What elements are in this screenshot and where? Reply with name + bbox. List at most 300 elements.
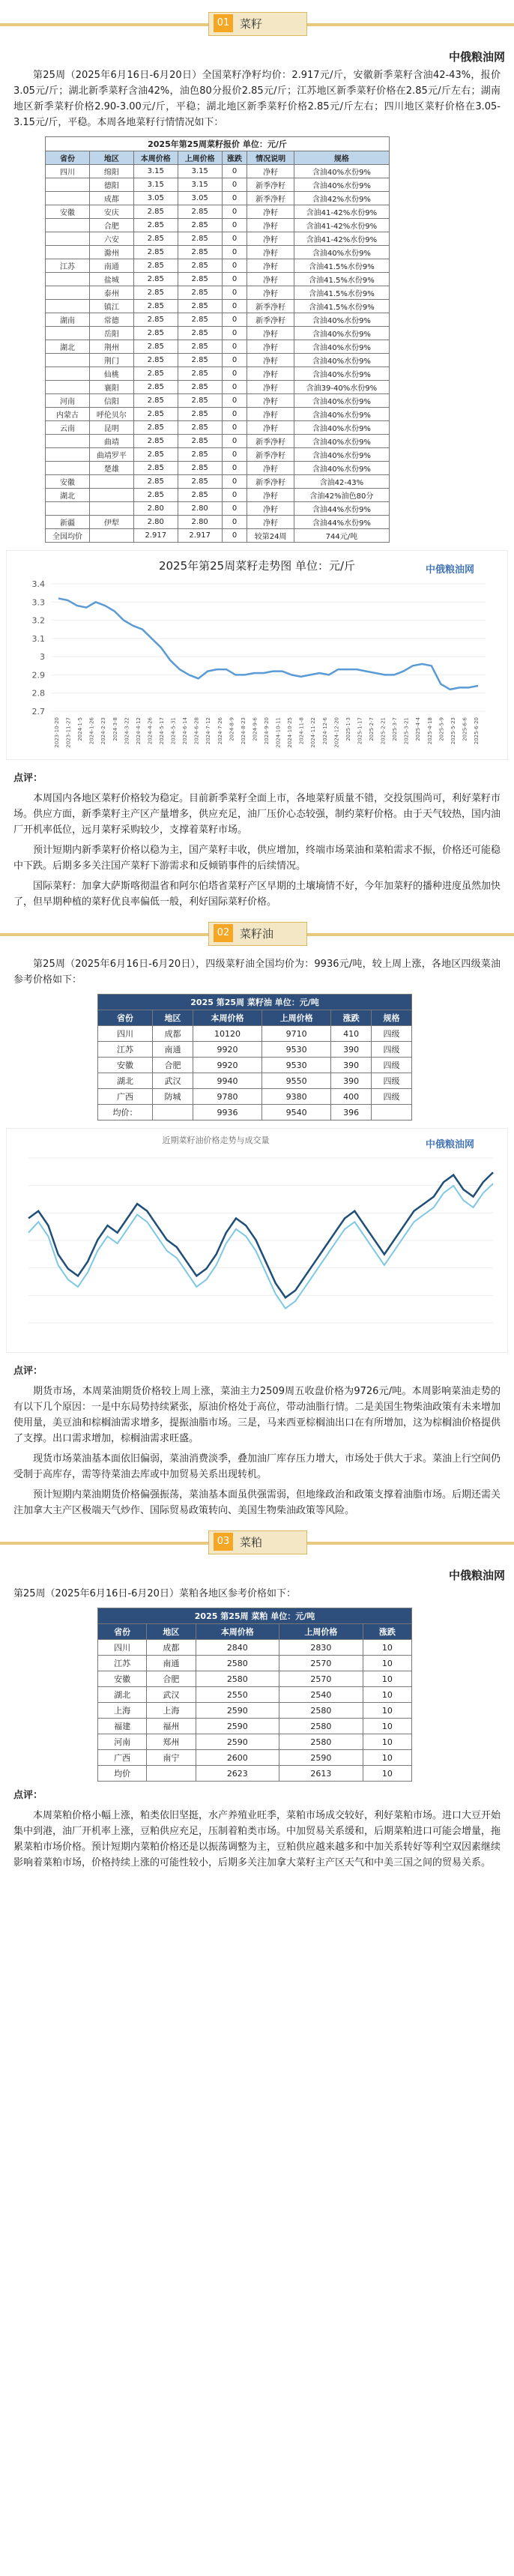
- table-row: [46, 475, 390, 489]
- table-cell: [46, 462, 90, 475]
- table-cell: 泰州: [89, 286, 133, 300]
- table-row: [46, 192, 390, 205]
- comment-paragraph: 本周国内各地区菜籽价格较为稳定。目前新季菜籽全面上市，各地菜籽质量不错，交投氛围尚可，利好菜籽市场。供应方面，新季菜籽主产区产量增多，供应充足，油厂压价心态较强，制约菜籽价格。由于天气较热，国内油厂开机率低位，远月菜籽采购较少，支撑着菜籽市场。: [13, 793, 501, 836]
- table-row: [46, 516, 390, 529]
- table-cell: 2.85: [133, 273, 178, 286]
- table-cell: 2.85: [133, 475, 178, 489]
- table-cell: 新季净籽: [247, 178, 294, 192]
- table-cell: 郑州: [147, 1734, 196, 1750]
- table-row: [98, 1719, 412, 1734]
- rapeseed-intro: [0, 67, 514, 130]
- table-row: [46, 340, 390, 354]
- x-tick-label: 2025-4-18: [426, 717, 433, 745]
- x-tick-label: 2025-2-21: [380, 717, 387, 745]
- section-title: 菜籽油: [240, 927, 274, 941]
- table-cell: 绵阳: [89, 165, 133, 178]
- y-tick-label: 2.8: [31, 688, 45, 699]
- table-cell: 2830: [279, 1640, 363, 1656]
- x-tick-label: 2024-10-11: [275, 717, 282, 748]
- table-cell: 武汉: [153, 1073, 193, 1089]
- table-cell: 河南: [46, 394, 90, 408]
- table-cell: 2590: [196, 1703, 279, 1719]
- table-cell: 含油41.5%水份9%: [294, 300, 389, 313]
- table-cell: 2.85: [178, 489, 222, 502]
- table-cell: 2.85: [133, 394, 178, 408]
- table-row: [46, 273, 390, 286]
- table-cell: 河南: [98, 1734, 147, 1750]
- table-row: [46, 327, 390, 340]
- table-cell: 2.85: [178, 367, 222, 381]
- table-cell: 净籽: [247, 273, 294, 286]
- table-cell: 含油41.5%水份9%: [294, 273, 389, 286]
- table-cell: 0: [222, 259, 247, 273]
- table-cell: 2.85: [133, 367, 178, 381]
- table-cell: 2570: [279, 1671, 363, 1687]
- table-cell: 盐城: [89, 273, 133, 286]
- section-title: 菜籽: [240, 17, 263, 31]
- table-cell: 新季净籽: [247, 192, 294, 205]
- table-cell: 净籽: [247, 421, 294, 435]
- table-cell: 2.85: [133, 300, 178, 313]
- table-cell: 安庆: [89, 205, 133, 219]
- rapeseed-chart: [6, 550, 508, 763]
- table-caption: 2025 第25周 菜籽油 单位：元/吨: [98, 995, 412, 1010]
- table-row: [46, 246, 390, 259]
- comment-paragraph: 预计短期内新季菜籽价格以稳为主，国产菜籽丰收，供应增加，终端市场菜油和菜粕需求不振，价格还可能稳中下跌。后期多多关注国产菜籽下游需求和反倾销事件的后续情况。: [13, 845, 501, 872]
- column-header: 本周价格: [133, 151, 178, 165]
- table-row: [46, 367, 390, 381]
- rapeoil-table-wrap: [0, 994, 514, 1120]
- table-row: [98, 1703, 412, 1719]
- table-row: [98, 1734, 412, 1750]
- x-tick-label: 2024-2-23: [100, 717, 107, 745]
- table-row: [46, 529, 390, 543]
- table-cell: 净籽: [247, 408, 294, 421]
- table-cell: 2.85: [133, 408, 178, 421]
- table-cell: 0: [222, 408, 247, 421]
- intro-text: 第25周（2025年6月16日-6月20日）菜粕各地区参考价格如下：: [13, 1588, 296, 1599]
- table-cell: 2580: [279, 1734, 363, 1750]
- table-row: [46, 354, 390, 367]
- table-cell: 福建: [98, 1719, 147, 1734]
- table-cell: [46, 273, 90, 286]
- table-cell: [46, 448, 90, 462]
- table-cell: 含油40%水份9%: [294, 354, 389, 367]
- table-cell: 新季净籽: [247, 448, 294, 462]
- table-caption: 2025年第25周菜籽报价 单位：元/斤: [46, 137, 390, 151]
- table-cell: 江苏: [98, 1656, 147, 1671]
- watermark-logo: 中俄粮油网: [426, 564, 475, 576]
- table-cell: 含油40%水份9%: [294, 435, 389, 448]
- table-cell: 2.80: [133, 516, 178, 529]
- table-row: [98, 1687, 412, 1703]
- table-cell: 含油41.5%水份9%: [294, 259, 389, 273]
- table-cell: 400: [331, 1089, 372, 1105]
- table-row: [46, 381, 390, 394]
- table-cell: 含油40%水份9%: [294, 327, 389, 340]
- table-cell: 净籽: [247, 246, 294, 259]
- table-row: [46, 205, 390, 219]
- rapemeal-comment: [0, 1788, 514, 1871]
- table-cell: 净籽: [247, 367, 294, 381]
- table-cell: 广西: [98, 1750, 147, 1766]
- table-cell: [46, 286, 90, 300]
- table-cell: 信阳: [89, 394, 133, 408]
- table-cell: 2580: [279, 1703, 363, 1719]
- table-row: [46, 313, 390, 327]
- table-cell: 2.85: [178, 381, 222, 394]
- column-header: 涨跌: [222, 151, 247, 165]
- rapemeal-table-wrap: [0, 1608, 514, 1782]
- table-cell: 0: [222, 205, 247, 219]
- section-number: 02: [214, 924, 233, 942]
- table-cell: 0: [222, 300, 247, 313]
- table-cell: 含油40%水份9%: [294, 421, 389, 435]
- column-header: 情况说明: [247, 151, 294, 165]
- table-cell: 襄阳: [89, 381, 133, 394]
- table-cell: 2580: [196, 1656, 279, 1671]
- table-cell: 2.85: [133, 489, 178, 502]
- table-cell: 净籽: [247, 502, 294, 516]
- x-tick-label: 2025-6-20: [474, 717, 480, 745]
- table-cell: 湖北: [46, 489, 90, 502]
- table-cell: 9540: [262, 1105, 331, 1120]
- table-cell: 0: [222, 381, 247, 394]
- column-header: 省份: [46, 151, 90, 165]
- table-cell: 福州: [147, 1719, 196, 1734]
- table-cell: 湖南: [46, 313, 90, 327]
- comment-label: 点评：: [13, 1790, 43, 1801]
- x-tick-label: 2025-3-21: [403, 717, 410, 745]
- table-cell: [89, 529, 133, 543]
- table-cell: 3.15: [178, 178, 222, 192]
- table-cell: 0: [222, 192, 247, 205]
- table-cell: 2.85: [178, 259, 222, 273]
- table-cell: 上海: [147, 1703, 196, 1719]
- table-cell: 新疆: [46, 516, 90, 529]
- table-cell: 10: [363, 1656, 411, 1671]
- x-tick-label: 2023-10-20: [54, 717, 60, 748]
- comment-paragraph: 本周菜粕价格小幅上涨，粕类依旧坚挺，水产养殖业旺季，菜粕市场成交较好，利好菜粕市场。进口大豆开始集中到港，油厂开机率上涨，豆粕供应充足，压制着粕类市场。中加贸易关系缓和，后期菜粕进口可能会增量，拖累菜粕市场价格。预计短期内菜粕价格还是以振荡调整为主，豆粕供应越来越多和中加关系转好等利空双因素继续影响着菜粕市场，价格持续上涨的可能性较小，后期多关注加拿大菜籽主产区天气和中美三国之间的贸易关系。: [13, 1810, 501, 1868]
- x-tick-label: 2024-4-12: [135, 717, 142, 745]
- table-cell: 10: [363, 1750, 411, 1766]
- table-cell: 2.85: [178, 313, 222, 327]
- table-cell: 0: [222, 327, 247, 340]
- table-cell: [46, 246, 90, 259]
- table-row: [46, 421, 390, 435]
- table-row: [46, 300, 390, 313]
- table-cell: 2.85: [178, 462, 222, 475]
- comment-label: 点评：: [13, 1366, 43, 1377]
- table-cell: 2.85: [178, 273, 222, 286]
- table-cell: 10: [363, 1703, 411, 1719]
- table-cell: 2.85: [133, 421, 178, 435]
- table-cell: 2840: [196, 1640, 279, 1656]
- table-cell: 四川: [98, 1640, 147, 1656]
- column-header: 规格: [372, 1010, 412, 1026]
- table-cell: 四级: [372, 1026, 412, 1042]
- table-cell: 9380: [262, 1089, 331, 1105]
- table-cell: 744元/吨: [294, 529, 389, 543]
- table-cell: 镇江: [89, 300, 133, 313]
- table-cell: 2.917: [178, 529, 222, 543]
- comment-label: 点评：: [13, 773, 43, 784]
- table-cell: 2.85: [178, 421, 222, 435]
- x-tick-label: 2024-3-22: [124, 717, 130, 745]
- table-cell: 岳阳: [89, 327, 133, 340]
- table-cell: 南通: [153, 1042, 193, 1058]
- table-cell: 四川: [98, 1026, 153, 1042]
- table-cell: 3.15: [133, 165, 178, 178]
- table-cell: 0: [222, 178, 247, 192]
- table-cell: 390: [331, 1058, 372, 1073]
- table-cell: 2.80: [178, 516, 222, 529]
- table-cell: 湖北: [46, 340, 90, 354]
- rapemeal-price-table: [97, 1608, 412, 1782]
- x-tick-label: 2025-1-17: [357, 717, 363, 745]
- table-row: [46, 394, 390, 408]
- x-tick-label: 2024-6-28: [193, 717, 200, 745]
- table-cell: 四级: [372, 1042, 412, 1058]
- x-tick-label: 2024-5-31: [170, 717, 177, 745]
- table-cell: 含油41.5%水份9%: [294, 286, 389, 300]
- table-cell: 9780: [193, 1089, 261, 1105]
- table-cell: 含油39-40%水份9%: [294, 381, 389, 394]
- table-cell: 含油40%水份9%: [294, 448, 389, 462]
- watermark-logo: 中俄粮油网: [426, 1139, 475, 1150]
- table-cell: 含油42%水份9%: [294, 192, 389, 205]
- table-cell: 2.85: [133, 327, 178, 340]
- table-cell: 0: [222, 273, 247, 286]
- table-row: [46, 259, 390, 273]
- table-cell: 2.85: [133, 381, 178, 394]
- x-tick-label: 2024-12-20: [333, 717, 340, 748]
- x-tick-label: 2024-7-26: [217, 717, 223, 745]
- section-header-rapemeal: [0, 1523, 514, 1565]
- y-tick-label: 3.1: [31, 633, 45, 644]
- table-cell: 净籽: [247, 232, 294, 246]
- column-header: 地区: [147, 1624, 196, 1640]
- y-tick-label: 2.9: [31, 670, 45, 681]
- table-cell: 9530: [262, 1042, 331, 1058]
- table-row: [98, 1089, 412, 1105]
- table-cell: 2.85: [178, 354, 222, 367]
- table-cell: 2.85: [133, 246, 178, 259]
- rapeseed-price-table: [45, 136, 390, 543]
- rapeseed-comment: [0, 770, 514, 910]
- table-cell: 2580: [196, 1671, 279, 1687]
- table-cell: [46, 192, 90, 205]
- table-cell: 10: [363, 1766, 411, 1782]
- x-tick-label: 2024-11-8: [298, 717, 305, 745]
- y-tick-label: 3: [40, 652, 45, 663]
- table-cell: 0: [222, 286, 247, 300]
- table-cell: 2.85: [133, 354, 178, 367]
- x-tick-label: 2025-5-9: [438, 717, 445, 741]
- table-cell: 成都: [147, 1640, 196, 1656]
- table-row: [46, 219, 390, 232]
- table-cell: 含油41-42%水份9%: [294, 205, 389, 219]
- table-cell: 0: [222, 165, 247, 178]
- table-cell: [46, 178, 90, 192]
- table-row: [46, 435, 390, 448]
- table-cell: [372, 1105, 412, 1120]
- table-cell: [89, 502, 133, 516]
- table-cell: 南通: [147, 1656, 196, 1671]
- table-cell: 广西: [98, 1089, 153, 1105]
- column-header: 涨跌: [331, 1010, 372, 1026]
- x-tick-label: 2024-5-17: [159, 717, 165, 745]
- table-cell: [46, 300, 90, 313]
- table-cell: 成都: [153, 1026, 193, 1042]
- column-header: 省份: [98, 1010, 153, 1026]
- x-tick-label: 2024-8-9: [229, 717, 235, 741]
- table-cell: 2.85: [133, 219, 178, 232]
- table-row: [46, 178, 390, 192]
- table-cell: 3.15: [178, 165, 222, 178]
- x-tick-label: 2024-11-22: [310, 717, 317, 748]
- table-cell: 防城: [153, 1089, 193, 1105]
- table-caption: 2025 第25周 菜粕 单位：元/吨: [98, 1608, 412, 1624]
- table-cell: 成都: [89, 192, 133, 205]
- table-cell: 2.85: [178, 246, 222, 259]
- table-cell: 410: [331, 1026, 372, 1042]
- table-row: [98, 1656, 412, 1671]
- x-tick-label: 2025-4-4: [415, 717, 422, 741]
- section-header-rapeoil: [0, 914, 514, 956]
- x-tick-label: 2025-6-6: [462, 717, 468, 741]
- table-cell: 0: [222, 219, 247, 232]
- table-cell: 0: [222, 421, 247, 435]
- table-cell: 9550: [262, 1073, 331, 1089]
- table-cell: 10120: [193, 1026, 261, 1042]
- table-cell: 新季净籽: [247, 300, 294, 313]
- table-cell: [46, 381, 90, 394]
- section-header-rapeseed: [0, 4, 514, 46]
- column-header: 上周价格: [178, 151, 222, 165]
- table-cell: 0: [222, 489, 247, 502]
- table-cell: 净籽: [247, 259, 294, 273]
- table-cell: 安徽: [46, 205, 90, 219]
- table-cell: 德阳: [89, 178, 133, 192]
- table-cell: 9920: [193, 1058, 261, 1073]
- rapeseed-table-wrap: [0, 136, 514, 543]
- table-cell: 净籽: [247, 327, 294, 340]
- table-cell: 2590: [196, 1734, 279, 1750]
- table-cell: 合肥: [89, 219, 133, 232]
- table-cell: 3.05: [178, 192, 222, 205]
- table-cell: 2.85: [133, 205, 178, 219]
- x-tick-label: 2023-11-27: [65, 717, 72, 748]
- table-cell: 9530: [262, 1058, 331, 1073]
- table-cell: 均价: [98, 1766, 147, 1782]
- table-cell: 净籽: [247, 286, 294, 300]
- table-cell: 396: [331, 1105, 372, 1120]
- table-cell: 2.85: [178, 205, 222, 219]
- y-tick-label: 3.3: [31, 597, 45, 608]
- table-cell: 四级: [372, 1058, 412, 1073]
- table-cell: 2540: [279, 1687, 363, 1703]
- table-cell: 安徽: [98, 1671, 147, 1687]
- table-cell: 含油40%水份9%: [294, 340, 389, 354]
- table-cell: 净籽: [247, 165, 294, 178]
- table-cell: 净籽: [247, 462, 294, 475]
- x-tick-label: 2025-1-3: [345, 717, 351, 741]
- table-row: [46, 408, 390, 421]
- column-header: 地区: [89, 151, 133, 165]
- table-cell: 0: [222, 435, 247, 448]
- brand-label: 中俄粮油网: [448, 1569, 505, 1582]
- chart-title: 2025年第25周菜籽走势图 单位：元/斤: [158, 559, 356, 573]
- table-cell: 10: [363, 1671, 411, 1687]
- table-cell: 2550: [196, 1687, 279, 1703]
- table-cell: 上海: [98, 1703, 147, 1719]
- table-cell: 含油41-42%水份9%: [294, 232, 389, 246]
- table-cell: 含油40%水份9%: [294, 246, 389, 259]
- table-cell: 含油40%水份9%: [294, 408, 389, 421]
- table-cell: 江苏: [46, 259, 90, 273]
- table-cell: 伊犁: [89, 516, 133, 529]
- table-cell: 0: [222, 516, 247, 529]
- table-cell: 净籽: [247, 394, 294, 408]
- column-header: 地区: [153, 1010, 193, 1026]
- table-cell: 2.85: [178, 408, 222, 421]
- table-row: [98, 1750, 412, 1766]
- table-cell: 3.05: [133, 192, 178, 205]
- table-cell: 2600: [196, 1750, 279, 1766]
- x-tick-label: 2025-5-23: [450, 717, 456, 745]
- table-cell: [46, 327, 90, 340]
- table-cell: 2.85: [178, 327, 222, 340]
- table-cell: 合肥: [147, 1671, 196, 1687]
- table-cell: 四级: [372, 1073, 412, 1089]
- table-cell: 2.85: [178, 435, 222, 448]
- table-cell: 390: [331, 1042, 372, 1058]
- table-cell: 2590: [196, 1719, 279, 1734]
- table-cell: 2580: [279, 1719, 363, 1734]
- x-tick-label: 2024-9-6: [252, 717, 258, 741]
- table-cell: 湖北: [98, 1073, 153, 1089]
- table-cell: 湖北: [98, 1687, 147, 1703]
- table-cell: 0: [222, 462, 247, 475]
- x-tick-label: 2024-3-8: [112, 717, 118, 741]
- table-row: [98, 1640, 412, 1656]
- table-cell: 0: [222, 394, 247, 408]
- x-tick-label: 2024-10-25: [287, 717, 294, 748]
- x-tick-label: 2024-4-26: [147, 717, 154, 745]
- column-header: 本周价格: [196, 1624, 279, 1640]
- table-cell: 净籽: [247, 516, 294, 529]
- comment-paragraph: 预计短期内菜油期货价格偏强振荡，菜油基本面虽供强需弱，但地缘政治和政策支撑着油脂市场。后期还需关注加拿大主产区极端天气炒作、国际贸易政策转向、美国生物柴油政策等风险。: [13, 1489, 501, 1516]
- table-cell: 净籽: [247, 489, 294, 502]
- table-row: [98, 1073, 412, 1089]
- table-cell: 2.85: [133, 259, 178, 273]
- table-cell: 0: [222, 232, 247, 246]
- table-cell: 新季净籽: [247, 475, 294, 489]
- table-cell: 2.85: [178, 340, 222, 354]
- table-cell: 仙桃: [89, 367, 133, 381]
- table-row: [46, 165, 390, 178]
- table-cell: [147, 1766, 196, 1782]
- x-tick-label: 2024-8-23: [240, 717, 247, 745]
- table-cell: 净籽: [247, 340, 294, 354]
- table-cell: 2.80: [133, 502, 178, 516]
- table-cell: 0: [222, 313, 247, 327]
- table-cell: 曲靖罗平: [89, 448, 133, 462]
- table-cell: 390: [331, 1073, 372, 1089]
- table-cell: 含油44%水份9%: [294, 516, 389, 529]
- table-cell: 南宁: [147, 1750, 196, 1766]
